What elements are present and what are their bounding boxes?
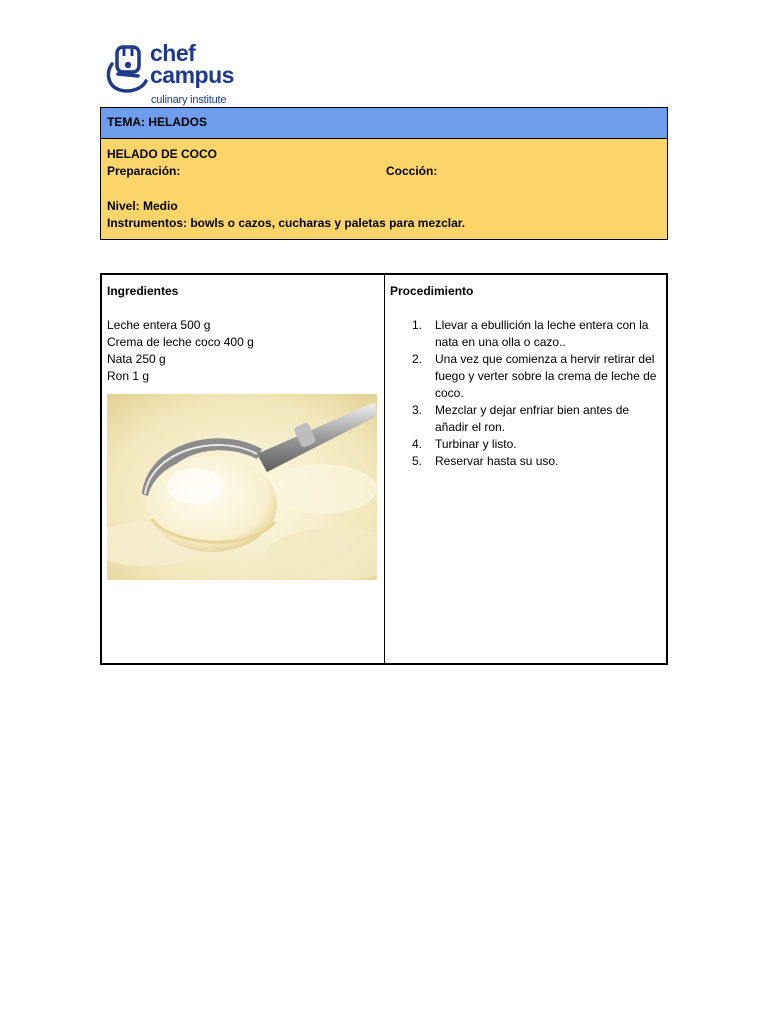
recipe-body (100, 273, 668, 665)
step-text: Turbinar y listo. (435, 437, 517, 451)
logo-tagline: culinary institute (151, 94, 227, 106)
step-number: 3. (412, 403, 423, 417)
tema-bar (101, 108, 667, 139)
ingredientes-column (102, 275, 385, 663)
recipe-title: HELADO DE COCO (107, 147, 218, 161)
step-item (412, 351, 658, 402)
ingredient-item: Nata 250 g (107, 352, 166, 366)
tema-label: TEMA: HELADOS (107, 115, 207, 129)
instrumentos-label: Instrumentos: bowls o cazos, cucharas y paletas para mezclar. (107, 216, 466, 230)
recipe-header (100, 107, 668, 240)
chef-hat-icon (104, 44, 150, 94)
step-text: Mezclar y dejar enfriar bien antes de añadir el ron. (435, 403, 630, 434)
logo-word-campus: campus (150, 62, 234, 88)
step-text: Reservar hasta su uso. (435, 454, 559, 468)
procedimiento-title: Procedimiento (390, 284, 474, 298)
step-item (412, 436, 658, 453)
step-number: 1. (412, 318, 423, 332)
step-number: 4. (412, 437, 423, 451)
step-text: Una vez que comienza a hervir retirar del fuego y verter sobre la crema de leche de coco. (435, 352, 657, 400)
step-number: 2. (412, 352, 423, 366)
chef-campus-logo (104, 42, 244, 108)
steps-list (390, 317, 658, 470)
ingredient-item: Crema de leche coco 400 g (107, 335, 254, 349)
nivel-label: Nivel: Medio (107, 199, 178, 213)
step-item (412, 402, 658, 436)
logo-word-chef: chef (150, 40, 196, 66)
ice-cream-scoop-photo (107, 394, 377, 580)
ingredientes-title: Ingredientes (107, 284, 179, 298)
procedimiento-column (385, 275, 666, 663)
step-number: 5. (412, 454, 423, 468)
step-text: Llevar a ebullición la leche entera con la nata en una olla o cazo.. (435, 318, 649, 349)
ingredient-item: Ron 1 g (107, 369, 150, 383)
step-item (412, 453, 658, 470)
preparacion-label: Preparación: (107, 164, 181, 178)
ingredient-item: Leche entera 500 g (107, 318, 211, 332)
coccion-label: Cocción: (386, 164, 438, 178)
recipe-info (101, 139, 667, 239)
step-item (412, 317, 658, 351)
